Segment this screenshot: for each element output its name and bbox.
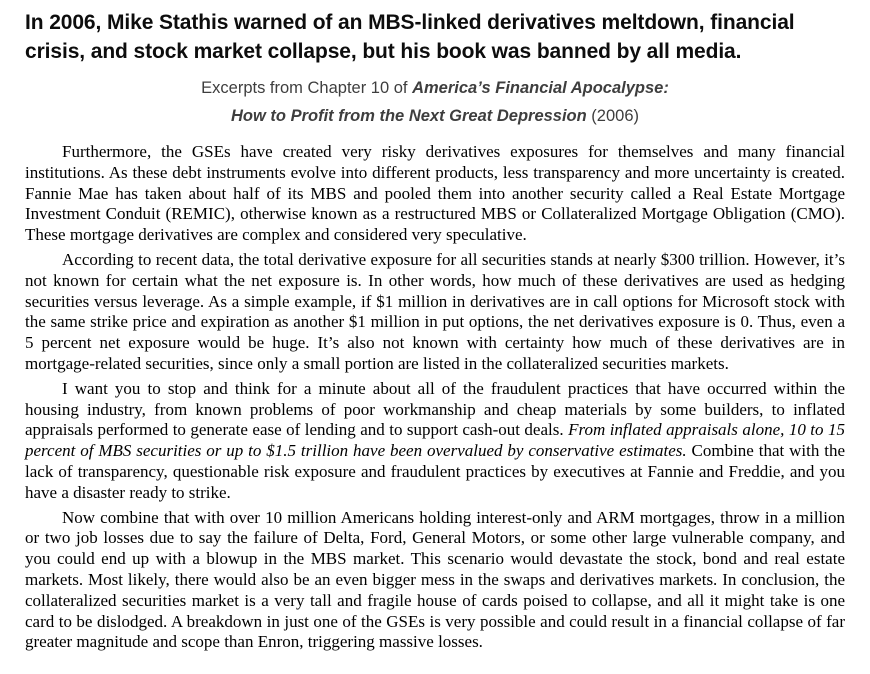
subtitle-line-1	[25, 74, 845, 102]
subtitle	[25, 74, 845, 130]
excerpt-body	[25, 142, 845, 653]
subtitle-prefix: Excerpts from Chapter 10 of	[201, 79, 413, 97]
paragraph-3-normal-2: Combine that with the lack of transparency, questionable risk exposure and fraudulent practices by executives at Fannie and Freddie, and you have a disaster ready to strike.	[25, 441, 845, 502]
subtitle-year: (2006)	[586, 107, 639, 125]
paragraph-1: Furthermore, the GSEs have created very risky derivatives exposures for themselves and many financial institutions. As these debt instruments evolve into different products, less transparency and more uncertainty is created. Fannie Mae has taken about half of its MBS and pooled them into another security called a Real Estate Mortgage Investment Conduit (REMIC), otherwise known as a restructured MBS or Collateralized Mortgage Obligation (CMO). These mortgage derivatives are complex and considered very speculative.	[25, 142, 845, 245]
book-title-part-1: America’s Financial Apocalypse:	[412, 79, 669, 97]
paragraph-3-italic: From inflated appraisals alone, 10 to 15 percent of MBS securities or up to $1.5 trillion have been overvalued by conservative estimates.	[25, 420, 845, 461]
paragraph-2: According to recent data, the total derivative exposure for all securities stands at nearly $300 trillion. However, it’s not known for certain what the net exposure is. In other words, how much of these derivatives are used as hedging securities versus leverage. As a simple example, if $1 million in derivatives are in call options for Microsoft stock with the same strike price and expiration as another $1 million in put options, the net derivatives exposure is 0. Thus, even a 5 percent net exposure would be huge. It’s also not known with certainty how much of these derivatives are in mortgage-related securities, since only a small portion are listed in the collateralized securities markets.	[25, 249, 845, 373]
headline: In 2006, Mike Stathis warned of an MBS-linked derivatives meltdown, financial crisis, and stock market collapse, but his book was banned by all media.	[25, 11, 795, 63]
paragraph-3	[25, 379, 845, 504]
subtitle-line-2	[25, 102, 845, 130]
paragraph-4: Now combine that with over 10 million Americans holding interest-only and ARM mortgages, throw in a million or two job losses due to say the failure of Delta, Ford, General Motors, or some other large vulnerable company, and you could end up with a blowup in the MBS market. This scenario would devastate the stock, bond and real estate markets. Most likely, there would also be an even bigger mess in the swaps and derivatives markets. In conclusion, the collateralized securities market is a very tall and fragile house of cards poised to collapse, and all it might take is one card to be dislodged. A breakdown in just one of the GSEs is very possible and could result in a financial collapse of far greater magnitude and scope than Enron, triggering massive losses.	[25, 507, 845, 652]
paragraph-3-normal-1: I want you to stop and think for a minute about all of the fraudulent practices that have occurred within the housing industry, from known problems of poor workmanship and cheap materials by some builders, to inflated appraisals performed to generate ease of lending and to support cash-out deals.	[25, 378, 845, 440]
book-title-part-2: How to Profit from the Next Great Depression	[231, 107, 587, 125]
